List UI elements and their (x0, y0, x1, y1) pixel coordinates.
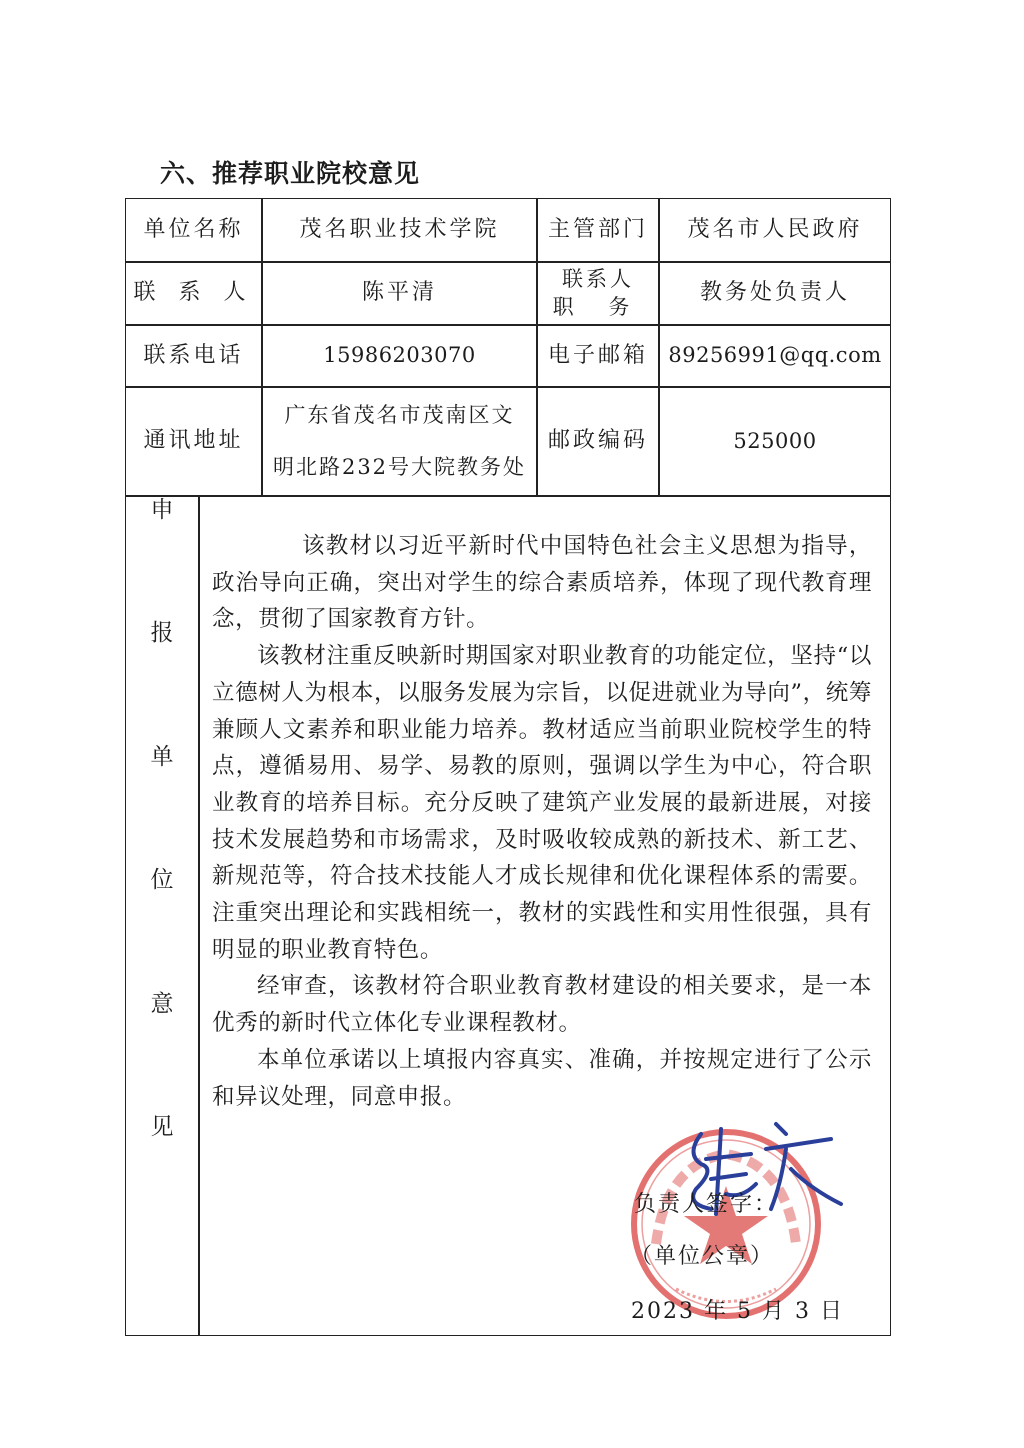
phone-value: 15986203070 (323, 343, 476, 368)
address-value (263, 387, 536, 495)
opinion-label-char: 意 (150, 990, 174, 1017)
unit-name-label: 单位名称 (143, 217, 244, 243)
opinion-label-char: 单 (150, 743, 174, 770)
department-value: 茂名市人民政府 (687, 217, 863, 243)
opinion-label-char: 报 (150, 620, 174, 647)
address-label: 通讯地址 (143, 428, 244, 454)
contact-role-value: 教务处负责人 (699, 280, 850, 306)
unit-name-value: 茂名职业技术学院 (299, 217, 500, 243)
email-value: 89256991@qq.com (668, 343, 882, 368)
opinion-label-char: 见 (150, 1113, 174, 1140)
opinion-vertical-label (126, 499, 198, 1139)
opinion-paragraph: 该教材以习近平新时代中国特色社会主义思想为指导，政治导向正确，突出对学生的综合素质培养，体现了现代教育理念，贯彻了国家教育方针。 (212, 533, 872, 633)
opinion-paragraph: 该教材注重反映新时期国家对职业教育的功能定位，坚持“以立德树人为根本，以服务发展为宗旨，以促进就业为导向”，统筹兼顾人文素养和职业能力培养。教材适应当前职业院校学生的特点，遵循易用、易学、易教的原则，强调以学生为中心，符合职业教育的培养目标。充分反映了建筑产业发展的最新进展，对接技术发展趋势和市场需求，及时吸收较成熟的新技术、新工艺、新规范等，符合技术技能人才成长规律和优化课程体系的需要。注重突出理论和实践相统一，教材的实践性和实用性很强，具有明显的职业教育特色。 (212, 643, 872, 963)
recommendation-form (125, 198, 891, 1336)
seal-label: （单位公章） (630, 1244, 775, 1269)
contact-role-label-line2: 职 务 (552, 295, 644, 319)
opinion-paragraph: 本单位承诺以上填报内容真实、准确，并按规定进行了公示和异议处理，同意申报。 (212, 1046, 872, 1110)
opinion-text (212, 528, 872, 1115)
email-label: 电子邮箱 (547, 342, 648, 368)
contact-value: 陈平清 (361, 280, 437, 306)
section-title: 六、推荐职业院校意见 (160, 159, 421, 188)
signature-label: 负责人签字： (634, 1192, 779, 1217)
opinion-paragraph: 经审查，该教材符合职业教育教材建设的相关要求，是一本优秀的新时代立体化专业课程教材。 (212, 973, 872, 1037)
address-line-2: 明北路232号大院教务处 (272, 455, 527, 479)
postcode-label: 邮政编码 (547, 428, 648, 454)
address-line-1: 广东省茂名市茂南区文 (284, 403, 515, 427)
sign-date: 2023 年 5 月 3 日 (631, 1299, 844, 1324)
opinion-label-char: 申 (150, 497, 174, 523)
contact-label: 联 系 人 (133, 280, 254, 306)
contact-role-label-line1: 联系人 (562, 267, 634, 291)
department-label: 主管部门 (547, 217, 648, 243)
phone-label: 联系电话 (143, 342, 244, 368)
opinion-label-char: 位 (150, 867, 174, 894)
contact-role-label (538, 262, 658, 324)
postcode-value: 525000 (733, 428, 817, 453)
